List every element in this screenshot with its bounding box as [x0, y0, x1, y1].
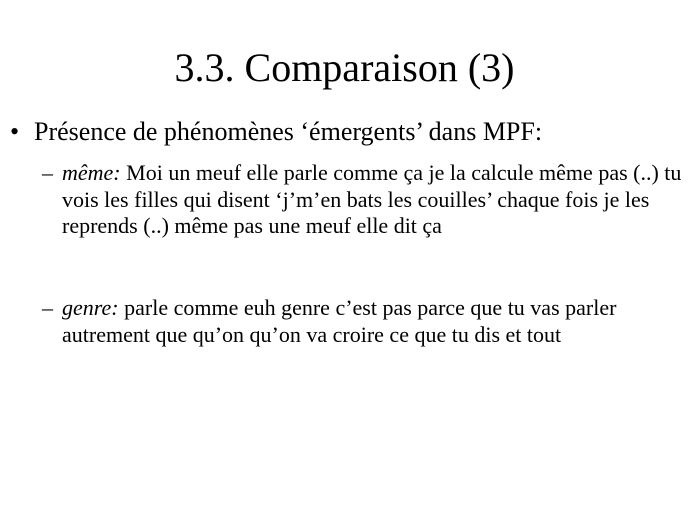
bullet-item — [10, 117, 542, 147]
bullet-marker: • — [10, 117, 20, 146]
subbullet-keyword: genre: — [62, 295, 119, 320]
subbullet-genre — [42, 295, 682, 348]
subbullet-body — [42, 160, 682, 240]
bullet-text: Présence de phénomènes ‘émergents’ dans MPF: — [34, 117, 543, 146]
subbullet-marker: – — [42, 295, 53, 320]
slide-title: 3.3. Comparaison (3) — [174, 45, 515, 90]
subbullet-text: parle comme euh genre c’est pas parce que tu vas parler autrement que qu’on qu’on va croire ce que tu dis et tout — [62, 295, 617, 347]
subbullet-meme — [42, 160, 682, 240]
subbullet-keyword: même: — [62, 160, 121, 185]
subbullet-text: Moi un meuf elle parle comme ça je la calcule même pas (..) tu vois les filles qui disent ‘j’m’en bats les couilles’ chaque fois je les reprends (..) même pas une meuf elle dit ça — [62, 160, 682, 238]
subbullet-marker: – — [42, 160, 53, 185]
subbullet-body — [42, 295, 682, 348]
